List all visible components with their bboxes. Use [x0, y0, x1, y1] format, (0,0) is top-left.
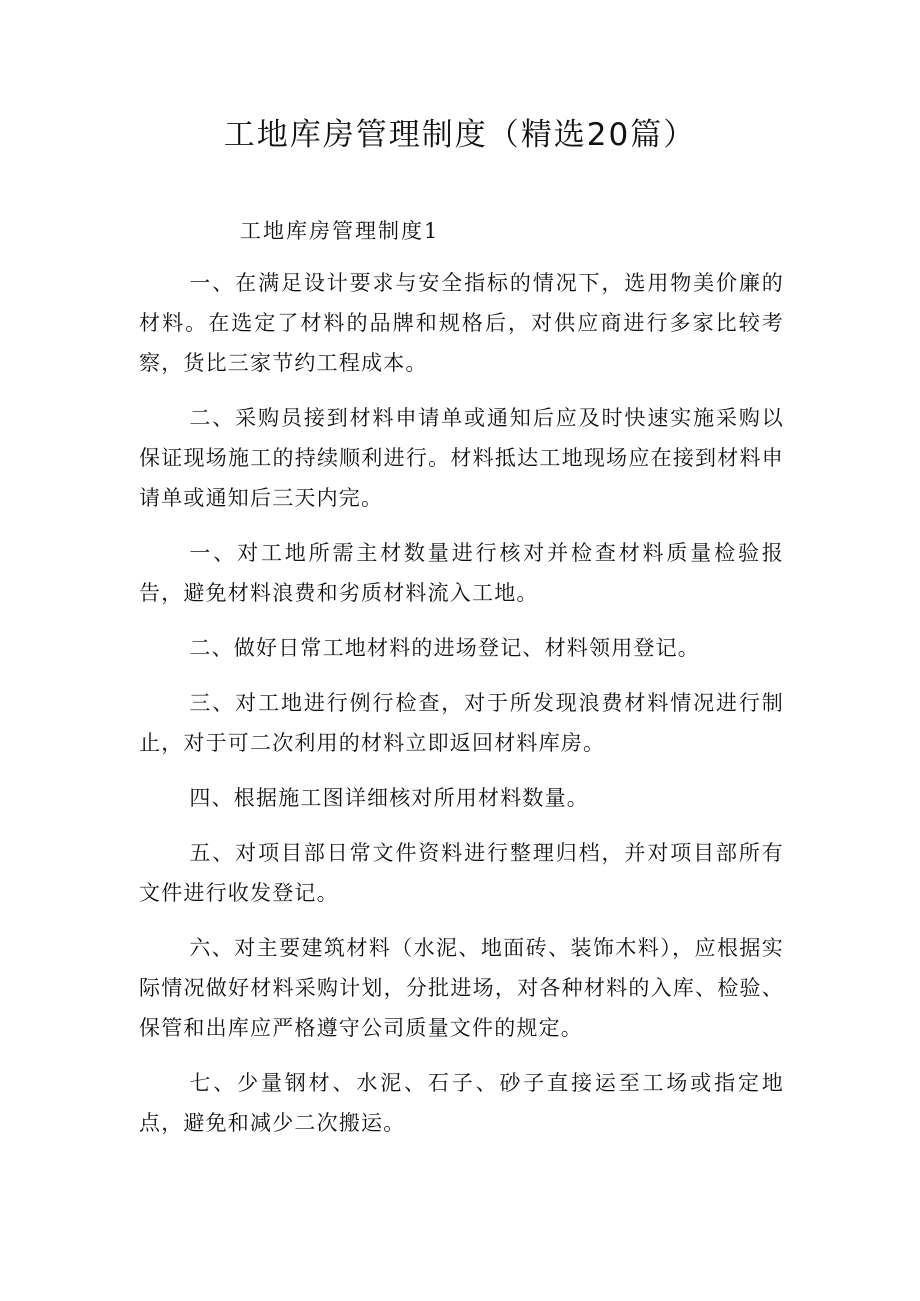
- paragraph: 六、对主要建筑材料（水泥、地面砖、装饰木料），应根据实际情况做好材料采购计划，分批进场，对各种材料的入库、检验、保管和出库应严格遵守公司质量文件的规定。: [139, 936, 784, 1040]
- paragraph: 四、根据施工图详细核对所用材料数量。: [189, 786, 589, 810]
- paragraph: 三、对工地进行例行检查，对于所发现浪费材料情况进行制止，对于可二次利用的材料立即返回材料库房。: [139, 691, 784, 755]
- paragraph: 五、对项目部日常文件资料进行整理归档，并对项目部所有文件进行收发登记。: [139, 841, 784, 905]
- section-heading: 工地库房管理制度1: [240, 219, 440, 243]
- document-body: [139, 263, 784, 1158]
- document-title: 工地库房管理制度（精选20篇）: [223, 117, 697, 153]
- paragraph: 一、对工地所需主材数量进行核对并检查材料质量检验报告，避免材料浪费和劣质材料流入工地。: [139, 541, 784, 605]
- paragraph: 二、做好日常工地材料的进场登记、材料领用登记。: [189, 636, 700, 660]
- paragraph: 一、在满足设计要求与安全指标的情况下，选用物美价廉的材料。在选定了材料的品牌和规格后，对供应商进行多家比较考察，货比三家节约工程成本。: [139, 271, 784, 375]
- paragraph: 二、采购员接到材料申请单或通知后应及时快速实施采购以保证现场施工的持续顺利进行。材料抵达工地现场应在接到材料申请单或通知后三天内完。: [139, 406, 784, 510]
- paragraph: 七、少量钢材、水泥、石子、砂子直接运至工场或指定地点，避免和减少二次搬运。: [139, 1071, 784, 1135]
